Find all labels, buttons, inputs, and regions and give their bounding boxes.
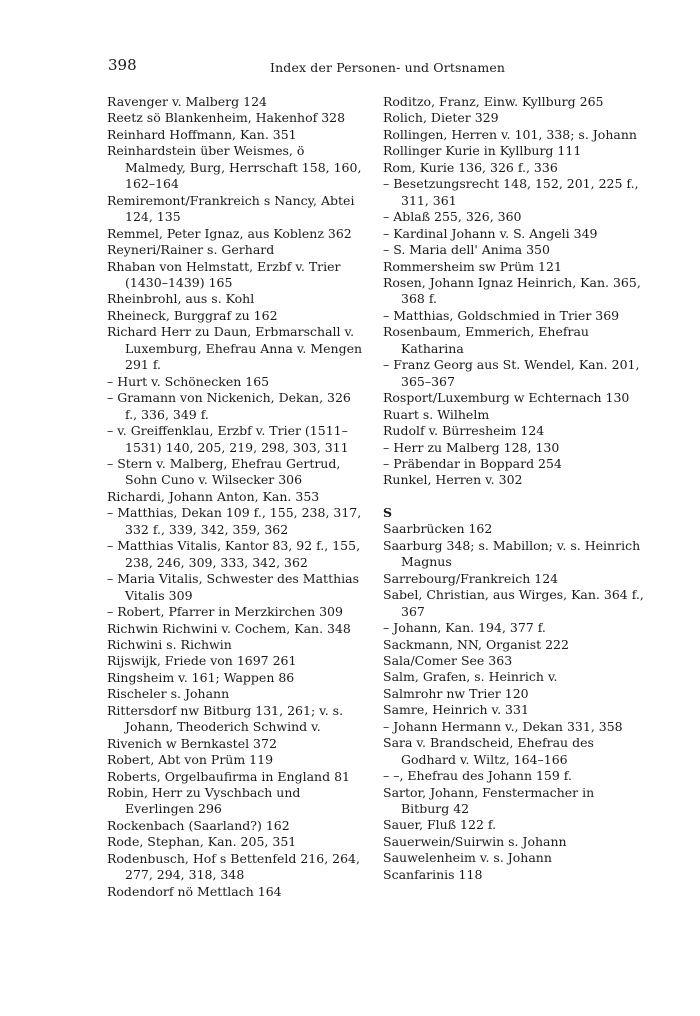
index-entry: Saarbrücken 162 bbox=[383, 521, 493, 537]
index-entry: Rosen, Johann Ignaz Heinrich, Kan. 365, 368 f. bbox=[383, 274, 641, 307]
index-entry: Rolich, Dieter 329 bbox=[383, 110, 499, 126]
index-entry: Sauer, Fluß 122 f. bbox=[383, 817, 497, 833]
index-entry: – Robert, Pfarrer in Merzkirchen 309 bbox=[107, 604, 343, 620]
index-entry: – –, Ehefrau des Johann 159 f. bbox=[383, 768, 572, 784]
index-entry: Rischeler s. Johann bbox=[107, 686, 230, 702]
index-entry: Rosport/Luxemburg w Echternach 130 bbox=[383, 390, 630, 406]
index-entry: Rode, Stephan, Kan. 205, 351 bbox=[107, 834, 297, 850]
index-entry: Reinhard Hoffmann, Kan. 351 bbox=[107, 126, 297, 142]
index-entry: Rheineck, Burggraf zu 162 bbox=[107, 307, 278, 323]
index-entry: – Präbendar in Boppard 254 bbox=[383, 455, 562, 471]
index-entry: – v. Greiffenklau, Erzbf v. Trier (1511–1531) 140, 205, 219, 298, 303, 311 bbox=[107, 423, 349, 455]
index-entry: – Ablaß 255, 326, 360 bbox=[383, 209, 522, 225]
index-entry: Ringsheim v. 161; Wappen 86 bbox=[107, 669, 295, 685]
index-entry: – Gramann von Nickenich, Dekan, 326 f., 336, 349 f. bbox=[107, 390, 351, 422]
index-entry: Roberts, Orgelbaufirma in England 81 bbox=[107, 768, 350, 784]
index-entry: Sarrebourg/Frankreich 124 bbox=[383, 570, 559, 586]
index-entry: Rockenbach (Saarland?) 162 bbox=[107, 817, 290, 833]
index-entry: Rijswijk, Friede von 1697 261 bbox=[107, 653, 297, 669]
index-entry: Rittersdorf nw Bitburg 131, 261; v. s. Johann, Theoderich Schwind v. bbox=[107, 702, 344, 735]
index-entry: – Herr zu Malberg 128, 130 bbox=[383, 439, 560, 455]
left-index-column bbox=[107, 94, 365, 900]
index-entry: Richard Herr zu Daun, Erbmarschall v. Luxemburg, Ehefrau Anna v. Mengen 291 f. bbox=[107, 324, 363, 373]
index-entry: – Johann, Kan. 194, 377 f. bbox=[383, 620, 546, 636]
index-entry: – Matthias, Dekan 109 f., 155, 238, 317, 332 f., 339, 342, 359, 362 bbox=[107, 505, 362, 537]
index-entry: Rudolf v. Bürresheim 124 bbox=[383, 423, 545, 439]
index-entry: Rivenich w Bernkastel 372 bbox=[107, 735, 277, 751]
index-entry: Rollinger Kurie in Kyllburg 111 bbox=[383, 143, 582, 159]
right-index-column bbox=[383, 94, 645, 883]
index-entry: – Franz Georg aus St. Wendel, Kan. 201, 365–367 bbox=[383, 357, 640, 389]
index-entry: Sala/Comer See 363 bbox=[383, 652, 513, 668]
index-entry: Roditzo, Franz, Einw. Kyllburg 265 bbox=[383, 94, 604, 109]
index-entry: Rodendorf nö Mettlach 164 bbox=[107, 883, 282, 899]
index-entry: Ravenger v. Malberg 124 bbox=[107, 94, 267, 109]
index-entry: – Stern v. Malberg, Ehefrau Gertrud, Sohn Cuno v. Wilsecker 306 bbox=[107, 455, 341, 488]
index-entry: – Matthias Vitalis, Kantor 83, 92 f., 155, 238, 246, 309, 333, 342, 362 bbox=[107, 538, 361, 570]
index-entry: Sauwelenheim v. s. Johann bbox=[383, 850, 552, 866]
index-entry: Robin, Herr zu Vyschbach und Everlingen 296 bbox=[107, 785, 301, 817]
index-entry: Rommersheim sw Prüm 121 bbox=[383, 258, 562, 274]
index-entry: – Johann Hermann v., Dekan 331, 358 bbox=[383, 718, 623, 734]
index-entry: – S. Maria dell' Anima 350 bbox=[383, 242, 550, 258]
index-entry: Scanfarinis 118 bbox=[383, 866, 483, 882]
index-entry: Reetz sö Blankenheim, Hakenhof 328 bbox=[107, 110, 346, 126]
index-entry: Rhaban von Helmstatt, Erzbf v. Trier (1430–1439) 165 bbox=[107, 258, 341, 290]
index-entry: Rom, Kurie 136, 326 f., 336 bbox=[383, 159, 558, 175]
index-entry: Rollingen, Herren v. 101, 338; s. Johann bbox=[383, 126, 637, 142]
index-entry: Sartor, Johann, Fenstermacher in Bitburg 42 bbox=[383, 784, 595, 817]
index-entry: Salmrohr nw Trier 120 bbox=[383, 685, 529, 701]
index-entry: Salm, Grafen, s. Heinrich v. bbox=[383, 669, 558, 685]
index-entry: Sauerwein/Suirwin s. Johann bbox=[383, 833, 567, 849]
index-entry: Rosenbaum, Emmerich, Ehefrau Katharina bbox=[383, 324, 589, 356]
index-entry: – Maria Vitalis, Schwester des Matthias Vitalis 309 bbox=[107, 571, 360, 603]
running-head: Index der Personen- und Ortsnamen bbox=[270, 60, 506, 75]
section-letter-heading: S bbox=[383, 504, 393, 520]
index-entry: Ruart s. Wilhelm bbox=[383, 406, 490, 422]
page-number: 398 bbox=[108, 56, 137, 74]
index-entry: Richardi, Johann Anton, Kan. 353 bbox=[107, 488, 320, 504]
index-entry: Richwin Richwini v. Cochem, Kan. 348 bbox=[107, 620, 351, 636]
index-entry: Runkel, Herren v. 302 bbox=[383, 472, 523, 488]
index-entry: – Besetzungsrecht 148, 152, 201, 225 f., 311, 361 bbox=[383, 176, 639, 208]
index-entry: Rodenbusch, Hof s Bettenfeld 216, 264, 277, 294, 318, 348 bbox=[107, 850, 360, 883]
index-entry: Sara v. Brandscheid, Ehefrau des Godhard v. Wiltz, 164–166 bbox=[383, 735, 594, 767]
index-entry: Rheinbrohl, aus s. Kohl bbox=[107, 291, 255, 307]
index-entry: Remiremont/Frankreich s Nancy, Abtei 124, 135 bbox=[107, 192, 355, 225]
index-entry: Remmel, Peter Ignaz, aus Koblenz 362 bbox=[107, 225, 352, 241]
index-entry: Richwini s. Richwin bbox=[107, 636, 232, 652]
index-entry: Sabel, Christian, aus Wirges, Kan. 364 f., 367 bbox=[383, 587, 644, 619]
index-entry: Sackmann, NN, Organist 222 bbox=[383, 636, 569, 652]
index-entry: Reinhardstein über Weismes, ö Malmedy, Burg, Herrschaft 158, 160, 162–164 bbox=[107, 143, 362, 192]
index-entry: Saarburg 348; s. Mabillon; v. s. Heinrich Magnus bbox=[383, 537, 641, 570]
index-entry: – Hurt v. Schönecken 165 bbox=[107, 373, 270, 389]
index-entry: – Kardinal Johann v. S. Angeli 349 bbox=[383, 225, 598, 241]
index-entry: – Matthias, Goldschmied in Trier 369 bbox=[383, 307, 620, 323]
index-entry: Reyneri/Rainer s. Gerhard bbox=[107, 242, 275, 258]
index-entry: Robert, Abt von Prüm 119 bbox=[107, 752, 274, 768]
index-entry: Samre, Heinrich v. 331 bbox=[383, 702, 529, 718]
